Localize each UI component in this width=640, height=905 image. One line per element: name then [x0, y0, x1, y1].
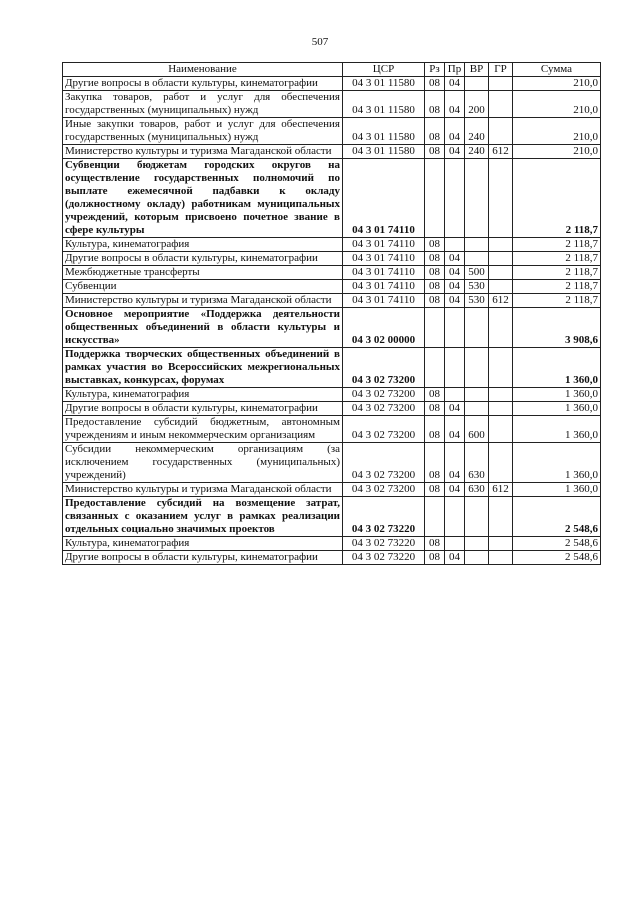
cell-vr — [465, 238, 489, 252]
cell-sum: 1 360,0 — [513, 402, 601, 416]
header-pr: Пр — [445, 63, 465, 77]
cell-csr: 04 3 02 73220 — [343, 537, 425, 551]
cell-sum: 210,0 — [513, 77, 601, 91]
cell-rz: 08 — [425, 294, 445, 308]
cell-pr — [445, 537, 465, 551]
table-row — [63, 159, 601, 238]
cell-rz: 08 — [425, 91, 445, 118]
header-name: Наименование — [63, 63, 343, 77]
cell-vr — [465, 308, 489, 348]
cell-pr: 04 — [445, 77, 465, 91]
cell-vr — [465, 348, 489, 388]
cell-gr — [489, 238, 513, 252]
table-row — [63, 402, 601, 416]
header-sum: Сумма — [513, 63, 601, 77]
cell-pr — [445, 388, 465, 402]
cell-sum: 1 360,0 — [513, 348, 601, 388]
cell-sum: 2 548,6 — [513, 537, 601, 551]
cell-rz: 08 — [425, 252, 445, 266]
cell-gr — [489, 308, 513, 348]
cell-sum: 2 118,7 — [513, 280, 601, 294]
cell-sum: 2 118,7 — [513, 294, 601, 308]
cell-pr: 04 — [445, 443, 465, 483]
cell-gr — [489, 348, 513, 388]
cell-csr: 04 3 01 74110 — [343, 159, 425, 238]
cell-csr: 04 3 01 11580 — [343, 118, 425, 145]
cell-rz: 08 — [425, 266, 445, 280]
header-gr: ГР — [489, 63, 513, 77]
table-row — [63, 266, 601, 280]
cell-gr — [489, 280, 513, 294]
cell-pr — [445, 497, 465, 537]
cell-vr — [465, 402, 489, 416]
header-csr: ЦСР — [343, 63, 425, 77]
cell-vr: 500 — [465, 266, 489, 280]
cell-gr — [489, 497, 513, 537]
cell-gr: 612 — [489, 294, 513, 308]
table-row — [63, 416, 601, 443]
cell-vr: 530 — [465, 280, 489, 294]
cell-name: Поддержка творческих общественных объединений в рамках участия во Всероссийских межрегиональных выставках, конкурсах, форумах — [63, 348, 343, 388]
cell-gr: 612 — [489, 483, 513, 497]
cell-sum: 2 548,6 — [513, 551, 601, 565]
cell-gr: 612 — [489, 145, 513, 159]
cell-csr: 04 3 01 11580 — [343, 91, 425, 118]
table-row — [63, 497, 601, 537]
cell-rz: 08 — [425, 402, 445, 416]
cell-name: Министерство культуры и туризма Магаданской области — [63, 483, 343, 497]
cell-sum: 1 360,0 — [513, 388, 601, 402]
cell-gr — [489, 266, 513, 280]
cell-csr: 04 3 02 73200 — [343, 388, 425, 402]
cell-rz: 08 — [425, 145, 445, 159]
table-row — [63, 483, 601, 497]
cell-pr: 04 — [445, 280, 465, 294]
cell-pr: 04 — [445, 402, 465, 416]
cell-vr: 200 — [465, 91, 489, 118]
cell-gr — [489, 118, 513, 145]
cell-vr: 240 — [465, 118, 489, 145]
cell-name: Предоставление субсидий бюджетным, автономным учреждениям и иным некоммерческим организациям — [63, 416, 343, 443]
cell-gr — [489, 537, 513, 551]
cell-vr: 600 — [465, 416, 489, 443]
cell-csr: 04 3 02 73200 — [343, 416, 425, 443]
cell-gr — [489, 551, 513, 565]
cell-gr — [489, 388, 513, 402]
cell-gr — [489, 402, 513, 416]
table-row — [63, 551, 601, 565]
cell-vr — [465, 537, 489, 551]
cell-rz — [425, 497, 445, 537]
cell-csr: 04 3 01 74110 — [343, 266, 425, 280]
cell-name: Другие вопросы в области культуры, кинематографии — [63, 77, 343, 91]
table-row — [63, 388, 601, 402]
cell-pr — [445, 238, 465, 252]
cell-vr: 630 — [465, 483, 489, 497]
cell-csr: 04 3 01 11580 — [343, 77, 425, 91]
cell-gr — [489, 77, 513, 91]
header-rz: Рз — [425, 63, 445, 77]
cell-pr: 04 — [445, 294, 465, 308]
cell-csr: 04 3 02 73200 — [343, 483, 425, 497]
cell-vr: 530 — [465, 294, 489, 308]
cell-vr — [465, 77, 489, 91]
table-row — [63, 145, 601, 159]
cell-csr: 04 3 02 00000 — [343, 308, 425, 348]
cell-sum: 2 118,7 — [513, 266, 601, 280]
cell-sum: 210,0 — [513, 118, 601, 145]
table-row — [63, 77, 601, 91]
table-row — [63, 294, 601, 308]
cell-rz — [425, 159, 445, 238]
cell-vr — [465, 388, 489, 402]
cell-name: Субсидии некоммерческим организациям (за исключением государственных (муниципальных) учреждений) — [63, 443, 343, 483]
cell-rz: 08 — [425, 238, 445, 252]
cell-csr: 04 3 02 73200 — [343, 348, 425, 388]
cell-csr: 04 3 02 73220 — [343, 551, 425, 565]
cell-name: Иные закупки товаров, работ и услуг для обеспечения государственных (муниципальных) нужд — [63, 118, 343, 145]
table-row — [63, 238, 601, 252]
table-row — [63, 118, 601, 145]
cell-name: Культура, кинематография — [63, 537, 343, 551]
cell-sum: 210,0 — [513, 91, 601, 118]
cell-pr: 04 — [445, 91, 465, 118]
table-header-row — [63, 63, 601, 77]
cell-name: Культура, кинематография — [63, 238, 343, 252]
cell-sum: 210,0 — [513, 145, 601, 159]
cell-name: Министерство культуры и туризма Магаданской области — [63, 145, 343, 159]
cell-pr: 04 — [445, 266, 465, 280]
cell-sum: 3 908,6 — [513, 308, 601, 348]
cell-vr: 240 — [465, 145, 489, 159]
cell-csr: 04 3 01 74110 — [343, 252, 425, 266]
cell-rz: 08 — [425, 416, 445, 443]
cell-name: Закупка товаров, работ и услуг для обеспечения государственных (муниципальных) нужд — [63, 91, 343, 118]
table-row — [63, 252, 601, 266]
cell-pr: 04 — [445, 252, 465, 266]
table-row — [63, 280, 601, 294]
page-number: 507 — [311, 36, 329, 48]
budget-table — [62, 62, 601, 565]
table-row — [63, 308, 601, 348]
cell-name: Субвенции — [63, 280, 343, 294]
cell-gr — [489, 416, 513, 443]
cell-rz: 08 — [425, 280, 445, 294]
cell-name: Другие вопросы в области культуры, кинематографии — [63, 402, 343, 416]
cell-pr — [445, 308, 465, 348]
cell-rz: 08 — [425, 388, 445, 402]
cell-csr: 04 3 02 73200 — [343, 443, 425, 483]
cell-sum: 2 118,7 — [513, 252, 601, 266]
cell-sum: 1 360,0 — [513, 416, 601, 443]
cell-pr — [445, 159, 465, 238]
table-row — [63, 91, 601, 118]
cell-gr — [489, 443, 513, 483]
table-row — [63, 537, 601, 551]
cell-rz: 08 — [425, 483, 445, 497]
cell-name: Культура, кинематография — [63, 388, 343, 402]
table-row — [63, 348, 601, 388]
cell-sum: 2 548,6 — [513, 497, 601, 537]
cell-gr — [489, 91, 513, 118]
cell-pr: 04 — [445, 145, 465, 159]
cell-name: Министерство культуры и туризма Магаданской области — [63, 294, 343, 308]
cell-rz: 08 — [425, 551, 445, 565]
cell-gr — [489, 252, 513, 266]
cell-pr: 04 — [445, 118, 465, 145]
cell-sum: 2 118,7 — [513, 238, 601, 252]
cell-vr — [465, 497, 489, 537]
cell-rz: 08 — [425, 118, 445, 145]
cell-csr: 04 3 01 74110 — [343, 280, 425, 294]
cell-pr: 04 — [445, 416, 465, 443]
cell-name: Предоставление субсидий на возмещение затрат, связанных с оказанием услуг в рамках реализации отдельных социально значимых проектов — [63, 497, 343, 537]
cell-name: Другие вопросы в области культуры, кинематографии — [63, 252, 343, 266]
cell-name: Основное мероприятие «Поддержка деятельности общественных объединений в области культуры и искусства» — [63, 308, 343, 348]
cell-csr: 04 3 01 11580 — [343, 145, 425, 159]
table-row — [63, 443, 601, 483]
table-body — [63, 77, 601, 565]
cell-vr — [465, 252, 489, 266]
cell-pr: 04 — [445, 551, 465, 565]
cell-csr: 04 3 01 74110 — [343, 238, 425, 252]
cell-vr: 630 — [465, 443, 489, 483]
cell-gr — [489, 159, 513, 238]
cell-name: Субвенции бюджетам городских округов на осуществление государственных полномочий по выплате ежемесячной падбавки к окладу (должностному окладу) работникам муниципальных учреждений, которым присвоено почетное звание в сфере культуры — [63, 159, 343, 238]
cell-rz — [425, 308, 445, 348]
cell-sum: 1 360,0 — [513, 483, 601, 497]
cell-sum: 1 360,0 — [513, 443, 601, 483]
cell-rz: 08 — [425, 77, 445, 91]
cell-name: Межбюджетные трансферты — [63, 266, 343, 280]
cell-rz: 08 — [425, 443, 445, 483]
cell-csr: 04 3 02 73220 — [343, 497, 425, 537]
cell-csr: 04 3 02 73200 — [343, 402, 425, 416]
cell-rz — [425, 348, 445, 388]
cell-csr: 04 3 01 74110 — [343, 294, 425, 308]
cell-pr: 04 — [445, 483, 465, 497]
cell-pr — [445, 348, 465, 388]
cell-name: Другие вопросы в области культуры, кинематографии — [63, 551, 343, 565]
cell-rz: 08 — [425, 537, 445, 551]
cell-vr — [465, 551, 489, 565]
cell-vr — [465, 159, 489, 238]
cell-sum: 2 118,7 — [513, 159, 601, 238]
header-vr: ВР — [465, 63, 489, 77]
